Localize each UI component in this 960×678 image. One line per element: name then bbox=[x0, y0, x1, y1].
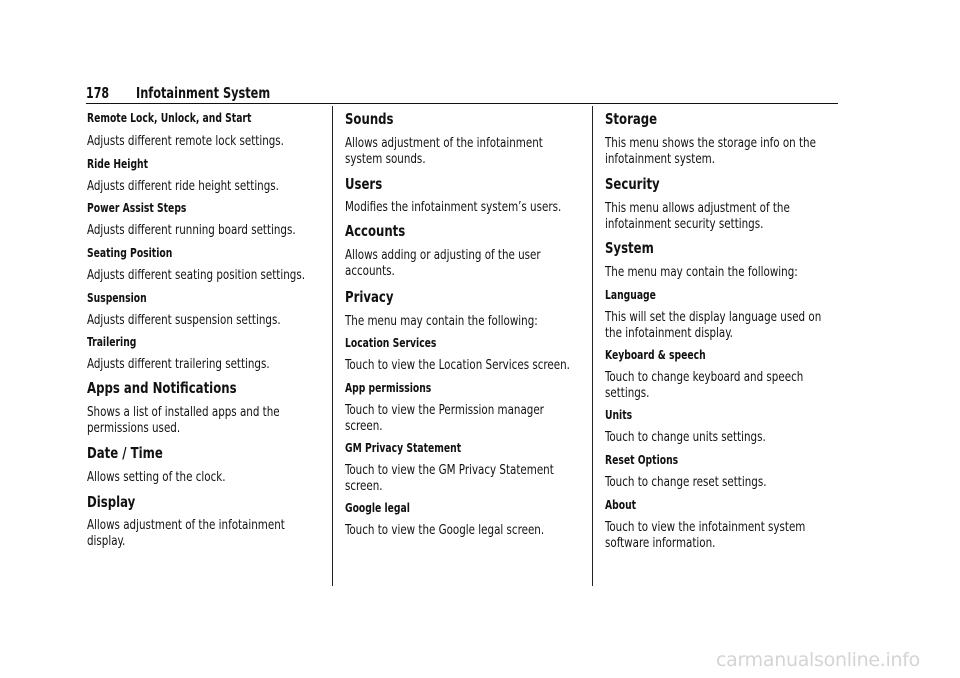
reset-options-text: Touch to change reset settings. bbox=[605, 474, 767, 490]
users-heading: Users bbox=[345, 175, 383, 193]
watermark-text: carmanualsonline.info bbox=[716, 649, 920, 671]
apps-text-line-1: Shows a list of installed apps and the bbox=[87, 404, 280, 420]
about-text-line-1: Touch to view the infotainment system bbox=[605, 519, 806, 535]
privacy-heading: Privacy bbox=[345, 288, 394, 306]
app-permissions-text-line-2: screen. bbox=[345, 418, 383, 434]
storage-text-line-1: This menu shows the storage info on the bbox=[605, 135, 816, 151]
page-number: 178 bbox=[86, 84, 110, 102]
security-text-line-2: infotainment security settings. bbox=[605, 216, 764, 232]
privacy-text: The menu may contain the following: bbox=[345, 313, 538, 329]
system-heading: System bbox=[605, 239, 654, 257]
location-services-text: Touch to view the Location Services screen. bbox=[345, 357, 570, 373]
google-legal-text: Touch to view the Google legal screen. bbox=[345, 522, 545, 538]
system-text: The menu may contain the following: bbox=[605, 264, 798, 280]
column-divider-2 bbox=[592, 106, 593, 586]
accounts-text-line-2: accounts. bbox=[345, 263, 395, 279]
seating-text: Adjusts different seating position settings. bbox=[87, 267, 305, 283]
app-permissions-title: App permissions bbox=[345, 380, 432, 395]
display-heading: Display bbox=[87, 493, 136, 511]
trailering-text: Adjusts different trailering settings. bbox=[87, 356, 270, 372]
date-time-heading: Date / Time bbox=[87, 444, 163, 462]
power-assist-title: Power Assist Steps bbox=[87, 200, 187, 215]
app-permissions-text-line-1: Touch to view the Permission manager bbox=[345, 402, 544, 418]
about-title: About bbox=[605, 497, 637, 512]
page-section-title: Infotainment System bbox=[136, 84, 271, 102]
column-divider-1 bbox=[332, 106, 333, 586]
security-heading: Security bbox=[605, 175, 660, 193]
accounts-heading: Accounts bbox=[345, 222, 406, 240]
page-header bbox=[86, 80, 838, 104]
units-text: Touch to change units settings. bbox=[605, 429, 766, 445]
power-assist-text: Adjusts different running board settings. bbox=[87, 222, 296, 238]
keyboard-speech-title: Keyboard & speech bbox=[605, 347, 706, 362]
google-legal-title: Google legal bbox=[345, 500, 410, 515]
date-time-text: Allows setting of the clock. bbox=[87, 469, 226, 485]
location-services-title: Location Services bbox=[345, 335, 437, 350]
apps-heading: Apps and Notifications bbox=[87, 379, 237, 397]
about-text-line-2: software information. bbox=[605, 535, 716, 551]
users-text: Modifies the infotainment system’s users. bbox=[345, 199, 562, 215]
ride-height-title: Ride Height bbox=[87, 156, 149, 171]
display-text-line-1: Allows adjustment of the infotainment bbox=[87, 517, 285, 533]
keyboard-speech-text-line-2: settings. bbox=[605, 385, 650, 401]
language-text-line-1: This will set the display language used on bbox=[605, 309, 822, 325]
keyboard-speech-text-line-1: Touch to change keyboard and speech bbox=[605, 369, 804, 385]
display-text-line-2: display. bbox=[87, 533, 126, 549]
apps-text-line-2: permissions used. bbox=[87, 420, 181, 436]
sounds-text-line-2: system sounds. bbox=[345, 151, 426, 167]
suspension-text: Adjusts different suspension settings. bbox=[87, 312, 281, 328]
reset-options-title: Reset Options bbox=[605, 452, 679, 467]
ride-height-text: Adjusts different ride height settings. bbox=[87, 178, 279, 194]
language-text-line-2: the infotainment display. bbox=[605, 325, 733, 341]
gm-privacy-text-line-2: screen. bbox=[345, 478, 383, 494]
accounts-text-line-1: Allows adding or adjusting of the user bbox=[345, 247, 541, 263]
trailering-title: Trailering bbox=[87, 334, 137, 349]
security-text-line-1: This menu allows adjustment of the bbox=[605, 200, 790, 216]
gm-privacy-title: GM Privacy Statement bbox=[345, 440, 462, 455]
storage-heading: Storage bbox=[605, 110, 658, 128]
suspension-title: Suspension bbox=[87, 290, 147, 305]
storage-text-line-2: infotainment system. bbox=[605, 151, 716, 167]
sounds-heading: Sounds bbox=[345, 110, 394, 128]
units-title: Units bbox=[605, 407, 633, 422]
language-title: Language bbox=[605, 287, 656, 302]
gm-privacy-text-line-1: Touch to view the GM Privacy Statement bbox=[345, 462, 554, 478]
seating-title: Seating Position bbox=[87, 245, 173, 260]
remote-lock-text: Adjusts different remote lock settings. bbox=[87, 133, 284, 149]
remote-lock-title: Remote Lock, Unlock, and Start bbox=[87, 110, 252, 125]
sounds-text-line-1: Allows adjustment of the infotainment bbox=[345, 135, 543, 151]
